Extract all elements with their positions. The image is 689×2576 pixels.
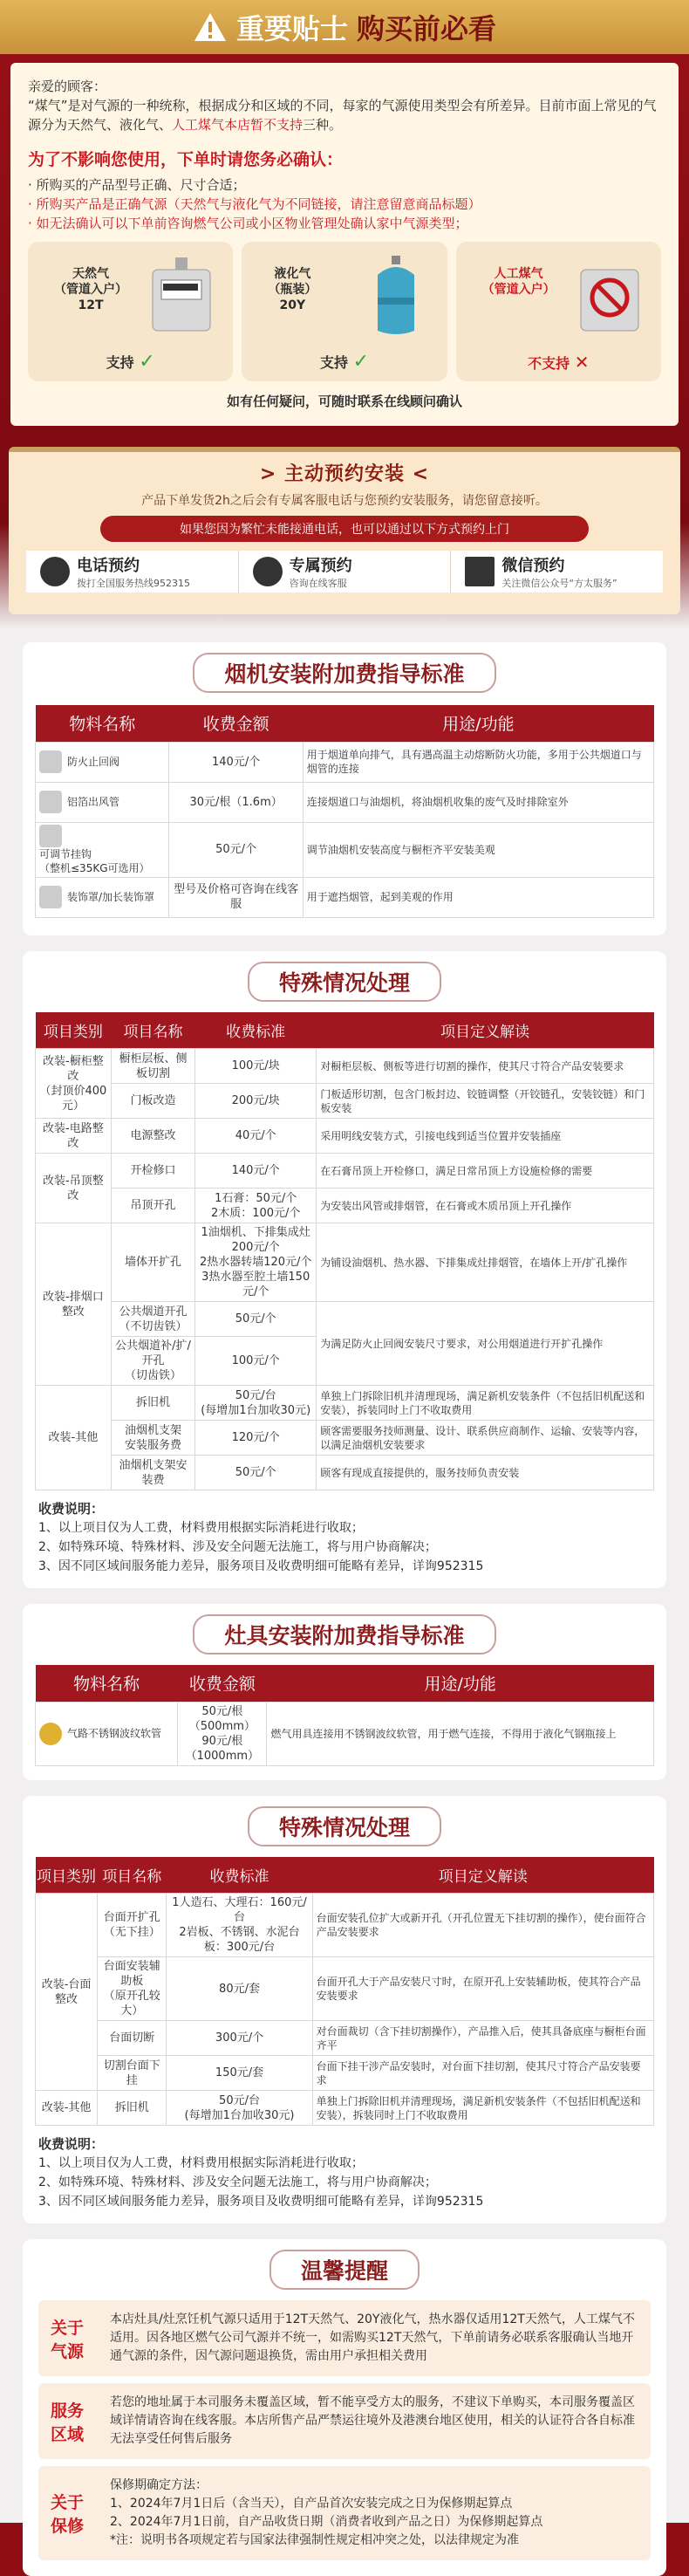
desc-cell: 对台面裁切（含下挂切割操作），产品推入后，使其具备底座与橱柜台面齐平 xyxy=(312,2021,653,2056)
item-name-cell xyxy=(36,742,169,782)
option-sub: 咨询在线客服 xyxy=(289,578,347,589)
section-title: 特殊情况处理 xyxy=(248,962,441,1002)
stove-special-table xyxy=(35,1857,654,2127)
note-line: 1、以上项目仅为人工费，材料费用根据实际消耗进行收取； xyxy=(38,2156,364,2170)
booking-subtitle: 产品下单发货2h之后会有专属客服电话与您预约安装服务，请您留意接听。 xyxy=(141,494,548,508)
item-name-cell: 台面切断 xyxy=(98,2021,167,2056)
fee-notes xyxy=(35,2134,654,2211)
col-header: 收费标准 xyxy=(167,1857,312,1894)
col-header: 收费金额 xyxy=(169,705,303,742)
gas-code: 12T xyxy=(78,298,104,312)
item-name: 气路不锈钢波纹软管 xyxy=(67,1727,162,1739)
item-name-cell: 墙体开扩孔 xyxy=(111,1223,194,1302)
desc-cell: 台面开孔大于产品安装尺寸时，在原开孔上安装辅助板，使其符合产品安装要求 xyxy=(312,1957,653,2021)
header-subtitle: 购买前必看 xyxy=(357,12,497,45)
note-line: 2、如特殊环境、特殊材料、涉及安全问题无法施工，将与用户协商解决； xyxy=(38,1540,437,1554)
header xyxy=(0,0,689,54)
fee-cell: 30元/根（1.6m） xyxy=(169,782,303,822)
hood-special-table xyxy=(35,1012,654,1491)
table-row xyxy=(36,1456,654,1490)
notice-text: “煤气”是对气源的一种统称，根据成分和区域的不同，每家的气源使用类型会有所差异。目前市面上常见的气源分为天然气、液化气、 xyxy=(28,98,657,133)
col-header: 用途/功能 xyxy=(267,1665,654,1702)
fee-cell: 50元/个 xyxy=(169,822,303,877)
item-name-cell: 拆旧机 xyxy=(111,1386,194,1421)
note-line: 3、因不同区域间服务能力差异，服务项目及收费明细可能略有差异，详询952315 xyxy=(38,1559,484,1573)
notice-paragraph xyxy=(28,96,661,134)
col-header: 用途/功能 xyxy=(303,705,653,742)
table-row xyxy=(36,782,654,822)
hose-icon xyxy=(39,1723,62,1745)
notice-warning: 人工煤气本店暂不支持 xyxy=(172,117,304,133)
table-row xyxy=(36,2091,654,2126)
item-name-cell: 公共烟道补/扩/开孔 （切齿铁） xyxy=(111,1337,194,1386)
usage-cell: 连接烟道口与油烟机，将油烟机收集的废气及时排除室外 xyxy=(303,782,653,822)
gas-meter-icon xyxy=(147,254,215,341)
confirm-item: · 所购买产品是正确气源（天然气与液化气为不同链接，请注意留意商品标题） xyxy=(28,196,481,212)
note-line: 收费说明： xyxy=(38,1501,105,1517)
hood-fee-title xyxy=(35,653,654,693)
hood-fee-section xyxy=(23,642,666,935)
table-row xyxy=(36,2021,654,2056)
item-name: 可调节挂钩 （整机≤35KG可选用） xyxy=(39,847,150,874)
gas-cylinder-icon xyxy=(362,254,430,341)
table-row xyxy=(36,1386,654,1421)
product-icon xyxy=(39,791,62,813)
reminder-key: 关于 气源 xyxy=(51,2318,85,2361)
table-row xyxy=(36,742,654,782)
table-row xyxy=(36,1894,654,1957)
gas-status xyxy=(456,352,661,373)
gas-code: 20Y xyxy=(279,298,306,312)
fee-cell: 1油烟机、下排集成灶200元/个 2热水器转墙120元/个 3热水器至腔土墙150元/个 xyxy=(195,1223,317,1302)
fee-notes xyxy=(35,1499,654,1576)
gas-natural xyxy=(28,242,233,381)
section-title: 特殊情况处理 xyxy=(248,1806,441,1846)
table-row xyxy=(36,1189,654,1223)
status-text: 支持 xyxy=(106,354,134,371)
note-line: 1、以上项目仅为人工费，材料费用根据实际消耗进行收取； xyxy=(38,1521,364,1535)
confirm-item: · 如无法确认可以下单前咨询燃气公司或小区物业管理处确认家中气源类型； xyxy=(28,216,468,231)
item-name-cell xyxy=(36,782,169,822)
phone-icon xyxy=(40,557,70,586)
desc-cell: 单独上门拆除旧机并清理现场，满足新机安装条件（不包括旧机配送和安装），拆装同时上门不收取费用 xyxy=(312,2091,653,2126)
item-name-cell: 门板改造 xyxy=(111,1084,194,1119)
desc-cell: 台面下挂干涉产品安装时，对台面下挂切割，使其尺寸符合产品安装要求 xyxy=(312,2056,653,2091)
booking-panel xyxy=(9,447,680,614)
booking-options xyxy=(26,551,663,593)
fee-cell: 140元/个 xyxy=(195,1154,317,1189)
table-row xyxy=(36,1154,654,1189)
item-name-cell: 油烟机支架安装费 xyxy=(111,1456,194,1490)
table-row xyxy=(36,1049,654,1084)
check-icon: ✓ xyxy=(352,351,369,373)
greeting: 亲爱的顾客： xyxy=(28,79,107,94)
fee-cell: 100元/块 xyxy=(195,1049,317,1084)
gas-name: 液化气 xyxy=(274,267,311,281)
item-name-cell: 台面开扩孔 （无下挂） xyxy=(98,1894,167,1957)
item-name-cell xyxy=(36,1702,178,1765)
reminder-text: 若您的地址属于本司服务未覆盖区域，暂不能享受方太的服务，不建议下单购买，本司服务覆盖区域详情请咨询在线客服。本店所售产品严禁运往境外及港澳台地区使用，相关的认证符合各自标准无法享受任何售后服务 xyxy=(110,2395,635,2446)
hood-special-section xyxy=(23,951,666,1589)
desc-cell: 对橱柜层板、侧板等进行切割的操作，使其尺寸符合产品安装要求 xyxy=(317,1049,654,1084)
purchase-notice xyxy=(10,63,679,426)
col-header: 项目定义解读 xyxy=(317,1012,654,1049)
desc-cell: 为铺设油烟机、热水器、下排集成灶排烟管，在墙体上开/扩孔操作 xyxy=(317,1223,654,1302)
cross-icon: ✕ xyxy=(574,352,590,373)
fee-cell: 80元/套 xyxy=(167,1957,312,2021)
fee-cell: 50元/台 (每增加1台加收30元) xyxy=(167,2091,312,2126)
booking-title: > 主动预约安装 < xyxy=(259,463,430,485)
stove-special-section xyxy=(23,1796,666,2224)
category-cell: 改装-其他 xyxy=(36,2091,98,2126)
note-line: 2、如特殊环境、特殊材料、涉及安全问题无法施工，将与用户协商解决； xyxy=(38,2175,437,2189)
check-icon: ✓ xyxy=(139,351,155,373)
fee-cell: 50元/个 xyxy=(195,1302,317,1337)
phone-booking[interactable] xyxy=(26,551,239,593)
item-name-cell: 台面安装辅助板 （原开孔较大） xyxy=(98,1957,167,2021)
fee-cell: 140元/个 xyxy=(169,742,303,782)
note-line: 3、因不同区域间服务能力差异，服务项目及收费明细可能略有差异，详询952315 xyxy=(38,2195,484,2209)
section-title: 温馨提醒 xyxy=(269,2250,420,2290)
fee-cell: 200元/块 xyxy=(195,1084,317,1119)
table-row xyxy=(36,1421,654,1456)
desc-cell: 顾客有现成直接提供的，服务技师负责安装 xyxy=(317,1456,654,1490)
product-icon xyxy=(39,825,62,847)
gas-name: 人工煤气 xyxy=(494,267,543,281)
stove-fee-section xyxy=(23,1604,666,1780)
product-icon xyxy=(39,750,62,773)
col-header: 项目类别 xyxy=(36,1857,98,1894)
table-row xyxy=(36,1302,654,1337)
usage-cell: 用于烟道单向排气，具有遇高温主动熔断防火功能，多用于公共烟道口与烟管的连接 xyxy=(303,742,653,782)
confirm-item: · 所购买的产品型号正确、尺寸合适； xyxy=(28,177,246,193)
col-header: 收费金额 xyxy=(178,1665,267,1702)
table-row xyxy=(36,1223,654,1302)
header-title: 重要贴士 xyxy=(235,12,348,45)
category-cell: 改装-橱柜整改 （封顶价400元） xyxy=(36,1049,112,1119)
service-booking[interactable] xyxy=(239,551,452,593)
fee-cell: 50元/根 （500mm） 90元/根 （1000mm） xyxy=(178,1702,267,1765)
gas-label xyxy=(268,266,317,313)
section-title: 烟机安装附加费指导标准 xyxy=(193,653,495,693)
status-text: 不支持 xyxy=(528,355,570,372)
item-name-cell: 公共烟道开孔 （不切齿铁） xyxy=(111,1302,194,1337)
confirm-list xyxy=(28,175,661,233)
agent-icon xyxy=(253,557,283,586)
option-sub: 关注微信公众号“方太服务” xyxy=(501,578,617,589)
usage-cell: 燃气用具连接用不锈钢波纹软管，用于燃气连接，不得用于液化气钢瓶接上 xyxy=(267,1702,654,1765)
gas-status xyxy=(242,351,447,373)
confirm-title: 为了不影响您使用，下单时请您务必确认： xyxy=(28,150,344,169)
item-name-cell: 油烟机支架 安装服务费 xyxy=(111,1421,194,1456)
item-name-cell: 开检修口 xyxy=(111,1154,194,1189)
gas-note: （管道入户） xyxy=(481,283,556,297)
fee-cell: 1石膏：50元/个 2木质：100元/个 xyxy=(195,1189,317,1223)
desc-cell: 在石膏吊顶上开检修口，满足日常吊顶上方设施检修的需要 xyxy=(317,1154,654,1189)
wechat-booking[interactable] xyxy=(451,551,663,593)
category-cell: 改装-排烟口整改 xyxy=(36,1223,112,1386)
item-name-cell: 拆旧机 xyxy=(98,2091,167,2126)
option-name: 电话预约 xyxy=(77,557,140,575)
fee-cell: 120元/个 xyxy=(195,1421,317,1456)
hood-special-title xyxy=(35,962,654,1002)
gas-types xyxy=(28,242,661,381)
notice-text-end: 三种。 xyxy=(303,117,343,133)
desc-cell: 台面安装孔位扩大或新开孔（开孔位置无下挂切割的操作），使台面符合产品安装要求 xyxy=(312,1894,653,1957)
status-text: 支持 xyxy=(319,354,348,371)
desc-cell: 为满足防火止回阀安装尺寸要求，对公用烟道进行开扩孔操作 xyxy=(317,1302,654,1386)
category-cell: 改装-吊顶整改 xyxy=(36,1154,112,1223)
table-row xyxy=(36,1084,654,1119)
table-row xyxy=(36,822,654,877)
fee-cell: 1人造石、大理石：160元/台 2岩板、不锈钢、水泥台板：300元/台 xyxy=(167,1894,312,1957)
hood-fee-table xyxy=(35,705,654,918)
reminder-text: 保修期确定方法： 1、2024年7月1日后（含当天），自产品首次安装完成之日为保修期起算点 2、2024年7月1日前，自产品收货日期（消费者收到产品之日）为保修期起算点 *注：说明书各项规定若与国家法律强制性规定相冲突之处，以法律规定为准 xyxy=(110,2478,543,2547)
note-line: 收费说明： xyxy=(38,2136,105,2152)
desc-cell: 为安装出风管或排烟管，在石膏或木质吊顶上开孔操作 xyxy=(317,1189,654,1223)
fee-cell: 型号及价格可咨询在线客服 xyxy=(169,877,303,917)
warm-reminder-section xyxy=(23,2239,666,2576)
warning-icon xyxy=(193,11,228,43)
stove-fee-title xyxy=(35,1614,654,1655)
table-row xyxy=(36,1119,654,1154)
reminder-key: 服务 区域 xyxy=(51,2401,85,2444)
option-name: 微信预约 xyxy=(501,557,565,575)
desc-cell: 单独上门拆除旧机并清理现场，满足新机安装条件（不包括旧机配送和安装），拆装同时上门不收取费用 xyxy=(317,1386,654,1421)
item-name: 防火止回阀 xyxy=(67,756,120,768)
warm-title xyxy=(23,2250,666,2290)
item-name-cell: 切割台面下挂 xyxy=(98,2056,167,2091)
gas-lpg xyxy=(242,242,447,381)
stove-special-title xyxy=(35,1806,654,1846)
category-cell: 改装-电路整改 xyxy=(36,1119,112,1154)
gas-status xyxy=(28,351,233,373)
gas-name: 天然气 xyxy=(72,267,109,281)
col-header: 项目类别 xyxy=(36,1012,112,1049)
reminder-row xyxy=(38,2383,651,2459)
reminder-key: 关于 保修 xyxy=(51,2493,85,2536)
fee-cell: 50元/台 (每增加1台加收30元) xyxy=(195,1386,317,1421)
fee-cell: 150元/套 xyxy=(167,2056,312,2091)
item-name-cell: 吊顶开孔 xyxy=(111,1189,194,1223)
desc-cell: 门板适形切割，包含门板封边、铰链调整（开铰链孔，安装铰链）和门板安装 xyxy=(317,1084,654,1119)
table-row xyxy=(36,877,654,917)
option-sub: 拨打全国服务热线952315 xyxy=(77,578,190,589)
fee-cell: 300元/个 xyxy=(167,2021,312,2056)
table-row xyxy=(36,1957,654,2021)
product-icon xyxy=(39,886,62,908)
reminder-list xyxy=(23,2300,666,2560)
table-row xyxy=(36,2056,654,2091)
fee-cell: 40元/个 xyxy=(195,1119,317,1154)
gas-artificial xyxy=(456,242,661,381)
stove-fee-table xyxy=(35,1665,654,1766)
reminder-text: 本店灶具/灶烹饪机气源只适用于12T天然气、20Y液化气，热水器仅适用12T天然气，人工煤气不适用。因各地区燃气公司气源并不统一，如需购买12T天然气，下单前请务必联系客服确认当地开通气源的条件，因气源问题退换货，需由用户承担相关费用 xyxy=(110,2312,635,2363)
item-name-cell: 橱柜层板、侧板切割 xyxy=(111,1049,194,1084)
category-cell: 改装-其他 xyxy=(36,1386,112,1490)
fee-cell: 100元/个 xyxy=(195,1337,317,1386)
item-name: 装饰罩/加长装饰罩 xyxy=(67,891,155,903)
usage-cell: 用于遮挡烟管，起到美观的作用 xyxy=(303,877,653,917)
item-name: 铝箔出风管 xyxy=(67,796,120,808)
item-name-cell xyxy=(36,877,169,917)
qr-code-icon xyxy=(465,557,495,586)
col-header: 项目定义解读 xyxy=(312,1857,653,1894)
gas-meter-forbidden-icon xyxy=(576,254,644,341)
gas-note: （管道入户） xyxy=(54,283,127,297)
col-header: 项目名称 xyxy=(98,1857,167,1894)
category-cell: 改装-台面整改 xyxy=(36,1894,98,2091)
reminder-row xyxy=(38,2466,651,2560)
col-header: 物料名称 xyxy=(36,705,169,742)
item-name-cell xyxy=(36,822,169,877)
desc-cell: 采用明线安装方式，引接电线到适当位置并安装插座 xyxy=(317,1119,654,1154)
table-row xyxy=(36,1702,654,1765)
item-name-cell: 电源整改 xyxy=(111,1119,194,1154)
gas-label xyxy=(54,266,127,313)
option-name: 专属预约 xyxy=(289,557,352,575)
booking-banner: 如果您因为繁忙未能接通电话，也可以通过以下方式预约上门 xyxy=(100,516,589,542)
gas-label xyxy=(482,266,556,298)
section-title: 灶具安装附加费指导标准 xyxy=(193,1614,495,1655)
usage-cell: 调节油烟机安装高度与橱柜齐平安装美观 xyxy=(303,822,653,877)
col-header: 物料名称 xyxy=(36,1665,178,1702)
col-header: 项目名称 xyxy=(111,1012,194,1049)
fee-cell: 50元/个 xyxy=(195,1456,317,1490)
col-header: 收费标准 xyxy=(195,1012,317,1049)
reminder-row xyxy=(38,2300,651,2376)
desc-cell: 顾客需要服务技师测量、设计、联系供应商制作、运输、安装等内容，以满足油烟机安装要求 xyxy=(317,1421,654,1456)
notice-footer: 如有任何疑问，可随时联系在线顾问确认 xyxy=(226,394,462,409)
gas-note: （瓶装） xyxy=(268,283,317,297)
